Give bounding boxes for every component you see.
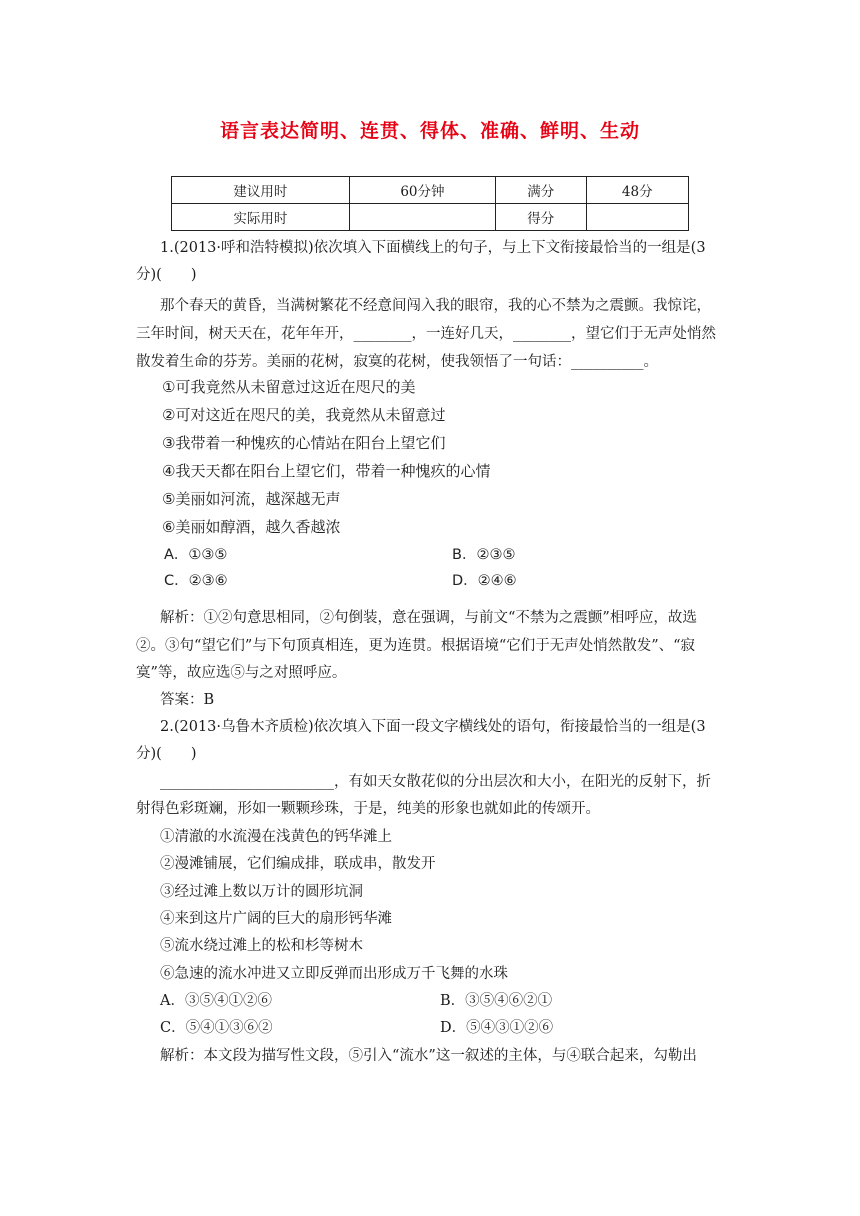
passage-line: 三年时间，树天天在，花年年开，________，一连好几天，________，望它们于无声处悄然 <box>136 326 716 342</box>
choice-item: ⑤美丽如河流，越深越无声 <box>162 490 341 508</box>
table-row <box>172 204 689 231</box>
table-cell <box>586 204 689 231</box>
choice-item: ①可我竟然从未留意过这近在咫尺的美 <box>162 378 416 396</box>
table-cell: 满分 <box>495 177 586 204</box>
table-cell <box>349 204 495 231</box>
analysis-line: 解析：本文段为描写性文段，⑤引入“流水”这一叙述的主体，与④联合起来，勾勒出 <box>160 1048 697 1064</box>
table-cell: 得分 <box>495 204 586 231</box>
choice-item: ③经过滩上数以万计的圆形坑洞 <box>160 884 363 900</box>
table-cell: 60分钟 <box>349 177 495 204</box>
table-cell: 实际用时 <box>172 204 350 231</box>
question-1-stem-cont: 分)( ) <box>136 267 197 283</box>
table-row <box>172 177 689 204</box>
table-cell: 48分 <box>586 177 689 204</box>
passage-line: 散发着生命的芬芳。美丽的花树，寂寞的花树，使我领悟了一句话：__________。 <box>136 354 658 370</box>
option-a: A．①③⑤ <box>164 547 228 563</box>
question-2-stem: 2.(2013·乌鲁木齐质检)依次填入下面一段文字横线处的语句，衔接最恰当的一组是(3 <box>160 719 706 735</box>
passage-line: ________________________，有如天女散花似的分出层次和大小，在阳光的反射下，折 <box>160 774 711 790</box>
time-score-table <box>171 176 689 231</box>
option-d: D．②④⑥ <box>452 573 517 589</box>
choice-item: ②可对这近在咫尺的美，我竟然从未留意过 <box>162 406 446 424</box>
answer-line: 答案：B <box>160 692 215 708</box>
option-b: B．③⑤④⑥②① <box>440 993 553 1009</box>
choice-item: ⑤流水绕过滩上的松和杉等树木 <box>160 938 363 954</box>
option-b: B．②③⑤ <box>452 547 516 563</box>
question-1-stem: 1.(2013·呼和浩特模拟)依次填入下面横线上的句子，与上下文衔接最恰当的一组是(3 <box>160 240 706 256</box>
option-c: C．⑤④①③⑥② <box>160 1020 273 1036</box>
table-cell: 建议用时 <box>172 177 350 204</box>
choice-item: ④我天天都在阳台上望它们，带着一种愧疚的心情 <box>162 462 491 480</box>
question-2-stem-cont: 分)( ) <box>136 746 197 762</box>
choice-item: ①清澈的水流漫在浅黄色的钙华滩上 <box>160 829 392 845</box>
analysis-line: ②。③句“望它们”与下句顶真相连，更为连贯。根据语境“它们于无声处悄然散发”、“寂 <box>136 638 696 654</box>
choice-item: ⑥急速的流水冲进又立即反弹而出形成万千飞舞的水珠 <box>160 966 508 982</box>
choice-item: ③我带着一种愧疚的心情站在阳台上望它们 <box>162 434 446 452</box>
option-d: D．⑤④③①②⑥ <box>440 1020 554 1036</box>
analysis-line: 解析：①②句意思相同，②句倒装，意在强调，与前文“不禁为之震颤”相呼应，故选 <box>160 610 697 626</box>
page-title: 语言表达简明、连贯、得体、准确、鲜明、生动 <box>219 120 640 142</box>
passage-line: 射得色彩斑斓，形如一颗颗珍珠，于是，纯美的形象也就如此的传颂开。 <box>136 801 600 817</box>
choice-item: ⑥美丽如醇酒，越久香越浓 <box>162 518 341 536</box>
passage-line: 那个春天的黄昏，当满树繁花不经意间闯入我的眼帘，我的心不禁为之震颤。我惊诧， <box>160 298 711 314</box>
option-c: C．②③⑥ <box>164 573 228 589</box>
choice-item: ②漫滩铺展，它们编成排，联成串，散发开 <box>160 856 436 872</box>
analysis-line: 寞”等，故应选⑤与之对照呼应。 <box>136 665 347 681</box>
choice-item: ④来到这片广阔的巨大的扇形钙华滩 <box>160 911 392 927</box>
option-a: A．③⑤④①②⑥ <box>160 993 272 1009</box>
